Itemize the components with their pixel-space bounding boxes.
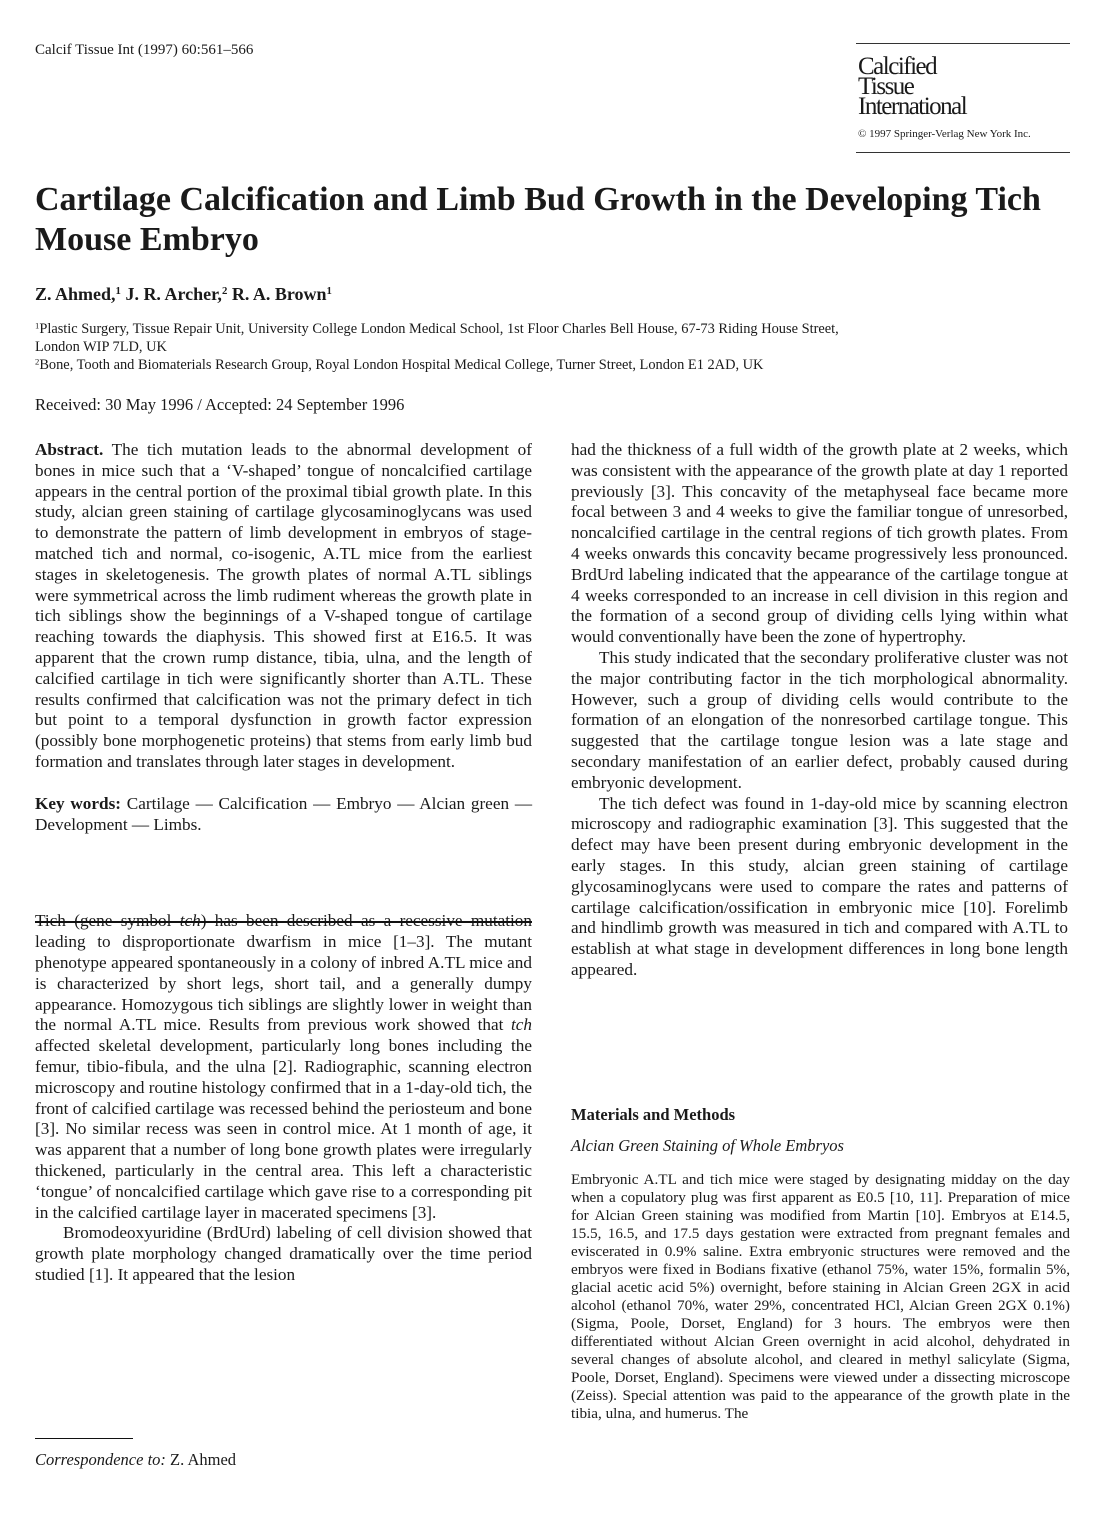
affiliation-text: Bone, Tooth and Biomaterials Research Group, Royal London Hospital Medical College, Turner Street, London E1 2AD, UK (39, 357, 764, 373)
abstract (35, 440, 532, 773)
abstract-text: The tich mutation leads to the abnormal development of bones in mice such that a ‘V-shaped’ tongue of noncalcified cartilage appears in the central portion of the proximal tibial growth plate. In this study, alcian green staining of cartilage glycosaminoglycans was used to demonstrate the pattern of limb development in embryos of stage-matched tich and normal, co-isogenic, A.TL mice from the earliest stages in skeletogenesis. The growth plates of normal A.TL siblings were symmetrical across the limb rudiment whereas the growth plate in tich siblings show the beginnings of a V-shaped tongue of cartilage reaching towards the diaphysis. This showed first at E16.5. It was apparent that the crown rump distance, tibia, ulna, and the length of calcified cartilage in tich were significantly shorter than A.TL. These results confirmed that calcification was not the primary defect in tich but point to a temporal dysfunction in growth factor expression (possibly bone morphogenetic proteins) that stems from early limb bud formation and translates through later stages in development. (35, 440, 532, 771)
correspondence-label: Correspondence to: (35, 1450, 166, 1469)
section-divider (35, 921, 532, 923)
affiliation-line: London WIP 7LD, UK (35, 339, 167, 355)
author-name: J. R. Archer, (125, 284, 222, 304)
keywords (35, 794, 532, 836)
author-affil-mark: 1 (115, 285, 121, 298)
journal-reference: Calcif Tissue Int (1997) 60:561–566 (35, 42, 254, 58)
author-affil-mark: 2 (221, 285, 228, 298)
copyright-notice: © 1997 Springer-Verlag New York Inc. (858, 128, 1031, 140)
section-heading: Materials and Methods (571, 1105, 736, 1124)
intro-paragraph (35, 911, 532, 1223)
logo-line: Tissue (858, 73, 914, 100)
correspondence-footnote (35, 1450, 236, 1470)
left-column (35, 440, 532, 1286)
keywords-text: Cartilage — Calcification — Embryo — Alcian green — Development — Limbs. (35, 793, 533, 834)
author-name: Z. Ahmed, (35, 284, 116, 304)
affiliation-mark: 1 (35, 320, 40, 331)
affiliation-line (35, 356, 1075, 374)
affiliation-line (35, 320, 1075, 338)
received-dates: Received: 30 May 1996 / Accepted: 24 September 1996 (35, 395, 405, 414)
intro-text: Tich (gene symbol (35, 911, 180, 931)
affiliations (35, 320, 1075, 374)
footnote-divider (35, 1438, 133, 1439)
gene-symbol: tch (179, 911, 201, 931)
intro-paragraph: The tich defect was found in 1-day-old mice by scanning electron microscopy and radiographic examination [3]. This suggested that the defect may have been present during embryonic development in the early stages. In this study, alcian green staining of cartilage glycosaminoglycans were used to compare the rates and patterns of cartilage calcification/ossification in embryonic mice [10]. Forelimb and hindlimb growth was measured in tich and compared with A.TL to establish at what stage in development differences in long bone length appeared. (571, 793, 1068, 979)
correspondence-name: Z. Ahmed (170, 1450, 237, 1469)
keywords-label: Key words: (35, 793, 121, 813)
journal-logo (858, 53, 967, 120)
gene-symbol: tch (511, 1015, 532, 1035)
article-title: Cartilage Calcification and Limb Bud Growth in the Developing Tich Mouse Embryo (35, 181, 1041, 258)
logo-line: International (858, 93, 967, 120)
abstract-label: Abstract. (35, 440, 104, 459)
intro-text: ) has been described as a recessive mutation leading to disproportionate dwarfism in mice [1–3]. The mutant phenotype appeared spontaneously in a colony of inbred A.TL mice and is characterized by short legs, short tail, and a generally dumpy appearance. Homozygous tich siblings are slightly lower in weight than the normal A.TL mice. Results from previous work showed that (35, 911, 532, 1035)
author-name: R. A. Brown (231, 284, 327, 304)
logo-line: Calcified (858, 53, 937, 80)
methods-paragraph: Embryonic A.TL and tich mice were staged by designating midday on the day when a copulatory plug was first apparent as E0.5 [10, 11]. Preparation of mice for Alcian Green staining was modified from Martin [10]. Embryos at E14.5, 15.5, 16.5, and 17.5 days gestation were extracted from pregnant females and eviscerated in 0.9% saline. Extra embryonic structures were removed and the embryos were fixed in Bodians fixative (ethanol 75%, water 15%, formalin 5%, glacial acetic acid 5%) overnight, before staining in Alcian Green 2GX in acid alcohol (ethanol 70%, water 29%, concentrated HCl, Alcian Green 2GX 0.1%) (Sigma, Poole, Dorset, England) for 3 hours. The embryos were then differentiated without Alcian Green overnight in acid alcohol, dehydrated in several changes of absolute alcohol, and cleared in methyl salicylate (Sigma, Poole, Dorset, England). Specimens were viewed under a dissecting microscope (Zeiss). Special attention was paid to the appearance of the growth plate in the tibia, ulna, and humerus. The (571, 1171, 1070, 1422)
intro-paragraph: This study indicated that the secondary proliferative cluster was not the major contributing factor in the tich morphological abnormality. However, such a group of dividing cells would contribute to the formation of an elongation of the nonresorbed cartilage tongue. This suggested that the cartilage tongue lesion was a late stage and secondary manifestation of an earlier defect, probably caused during embryonic development. (571, 647, 1068, 792)
intro-text: affected skeletal development, particularly long bones including the femur, tibio-fibula, and the ulna [2]. Radiographic, scanning electron microscopy and routine histology confirmed that in a 1-day-old tich, the front of calcified cartilage was recessed behind the periosteum and bone [3]. No similar recess was seen in control mice. At 1 month of age, it was apparent that a number of long bone growth plates were irregularly thickened, particularly in the central area. This left a characteristic ‘tongue’ of noncalcified cartilage which gave rise to a corresponding pit in the calcified cartilage layer in macerated specimens [3]. (35, 1036, 532, 1222)
journal-masthead (856, 43, 1070, 153)
subsection-heading: Alcian Green Staining of Whole Embryos (571, 1136, 844, 1155)
affiliation-mark: 2 (35, 356, 40, 367)
author-list (35, 284, 332, 305)
intro-paragraph: had the thickness of a full width of the growth plate at 2 weeks, which was consistent with the appearance of the growth plate at day 1 reported previously [3]. This concavity of the metaphyseal face became more focal between 3 and 4 weeks to give the familiar tongue of unresorbed, noncalcified cartilage in the central regions of tich growth plates. From 4 weeks onwards this concavity became progressively less pronounced. BrdUrd labeling indicated that the appearance of the cartilage tongue at 4 weeks corresponded to an increase in cell division in this region and the formation of a second group of dividing cells lying within what would conventionally have been the zone of hypertrophy. (571, 440, 1068, 647)
affiliation-text: Plastic Surgery, Tissue Repair Unit, University College London Medical School, 1st Floor Charles Bell House, 67-73 Riding House Street, (39, 321, 839, 337)
intro-paragraph: Bromodeoxyuridine (BrdUrd) labeling of cell division showed that growth plate morphology changed dramatically over the time period studied [1]. It appeared that the lesion (35, 1223, 532, 1284)
right-column (571, 440, 1068, 981)
author-affil-mark: 1 (326, 285, 332, 298)
